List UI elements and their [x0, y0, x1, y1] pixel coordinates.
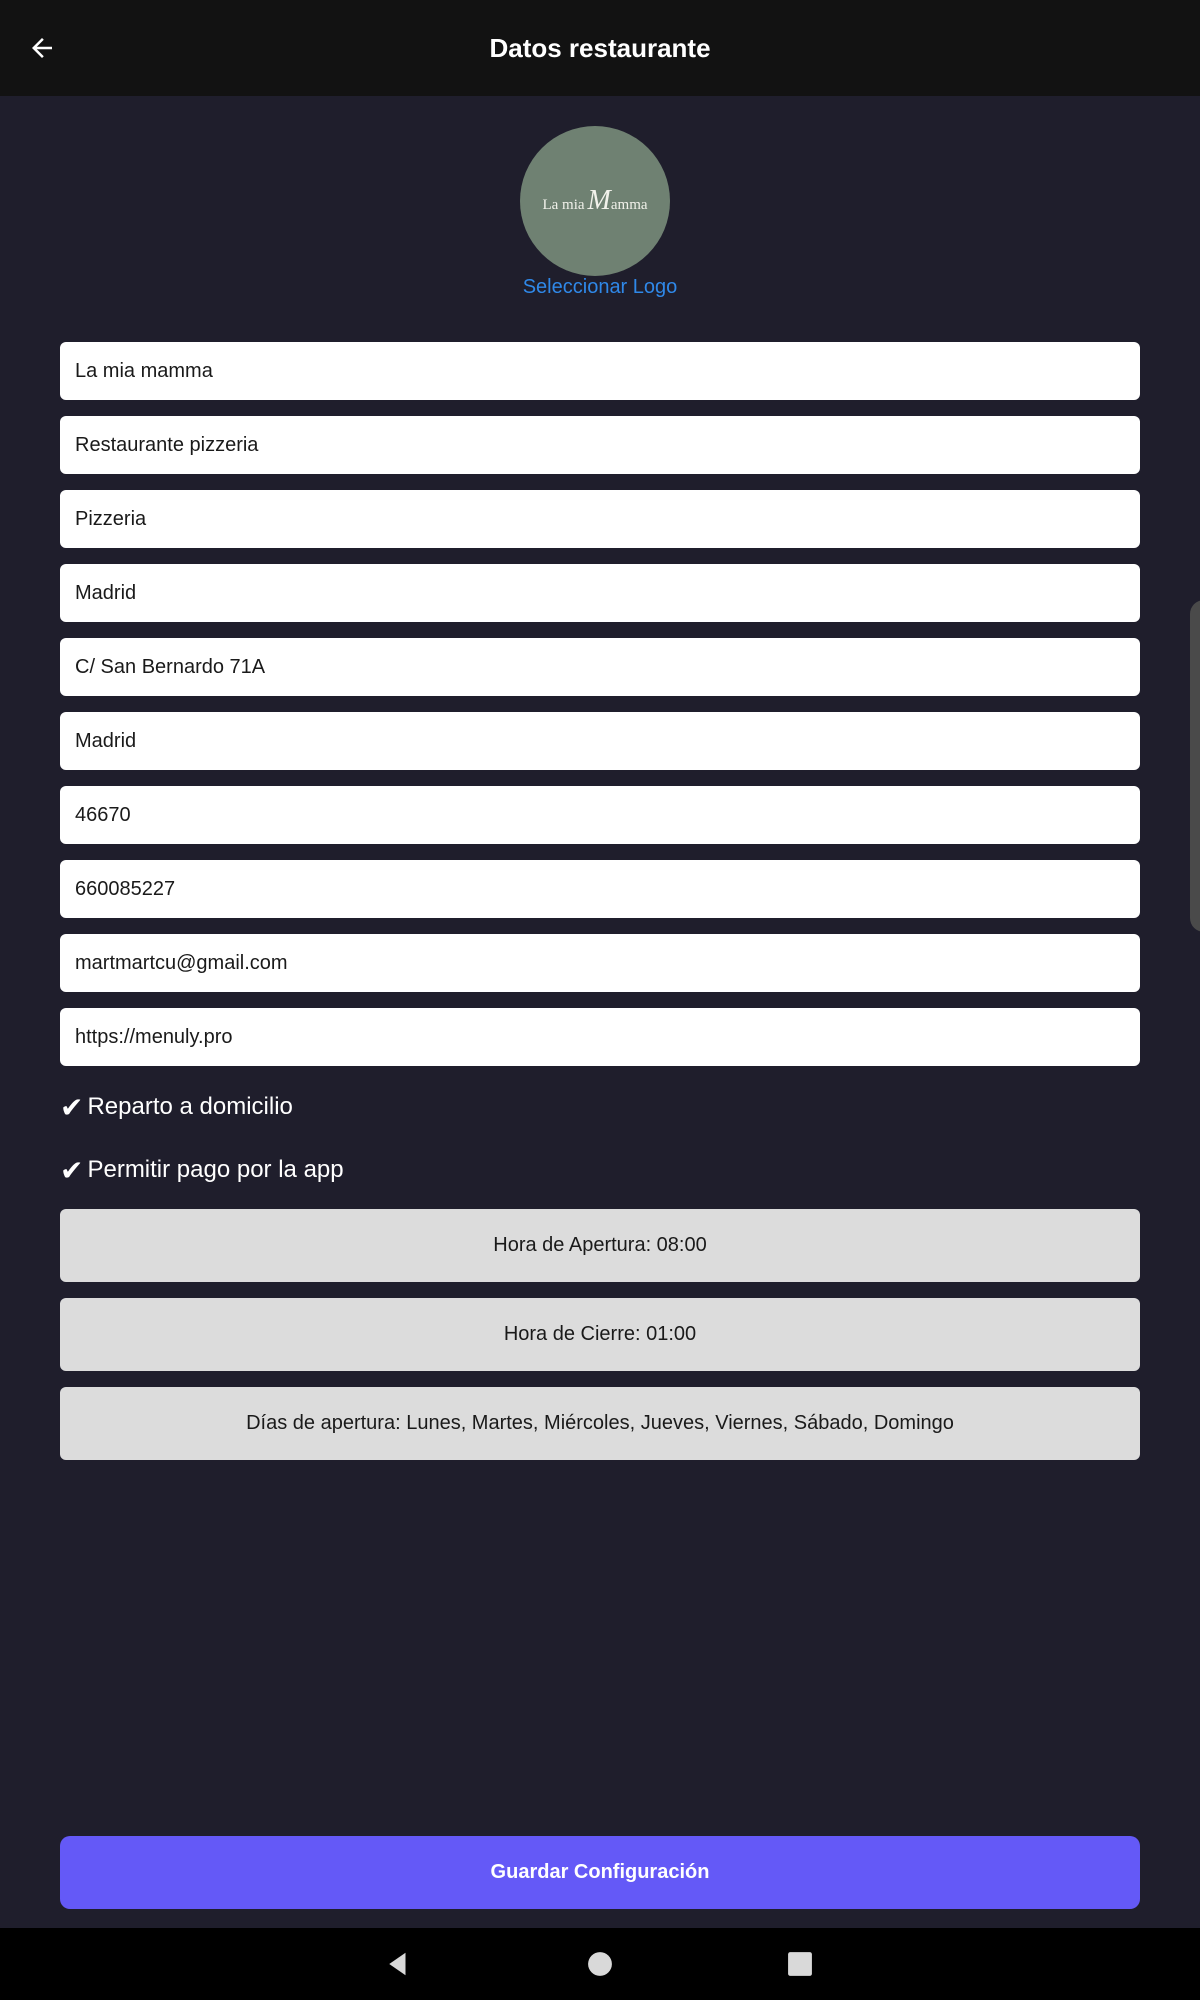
check-icon: ✔: [60, 1153, 84, 1187]
address-field[interactable]: C/ San Bernardo 71A: [60, 638, 1140, 696]
phone-field[interactable]: 660085227: [60, 860, 1140, 918]
scroll-handle[interactable]: [1190, 600, 1200, 932]
website-field[interactable]: https://menuly.pro: [60, 1008, 1140, 1066]
nav-recents-button[interactable]: [778, 1942, 822, 1986]
province-field[interactable]: Madrid: [60, 712, 1140, 770]
delivery-label: Reparto a domicilio: [87, 1093, 293, 1120]
app-payment-toggle[interactable]: [60, 1152, 344, 1188]
save-configuration-button[interactable]: Guardar Configuración: [60, 1836, 1140, 1909]
nav-recents-icon: [787, 1951, 813, 1977]
select-logo-link[interactable]: Seleccionar Logo: [522, 276, 678, 298]
app-bar: [0, 0, 1200, 96]
city-field[interactable]: Madrid: [60, 564, 1140, 622]
nav-home-icon: [587, 1951, 613, 1977]
email-field[interactable]: martmartcu@gmail.com: [60, 934, 1140, 992]
opening-time-button[interactable]: Hora de Apertura: 08:00: [60, 1209, 1140, 1282]
check-icon: ✔: [60, 1090, 84, 1124]
description-field[interactable]: Restaurante pizzeria: [60, 416, 1140, 474]
closing-time-button[interactable]: Hora de Cierre: 01:00: [60, 1298, 1140, 1371]
system-navigation-bar: [0, 1928, 1200, 2000]
restaurant-logo[interactable]: [520, 126, 670, 276]
page-title: Datos restaurante: [489, 33, 711, 63]
postal-code-field[interactable]: 46670: [60, 786, 1140, 844]
nav-back-icon: [383, 1949, 413, 1979]
category-field[interactable]: Pizzeria: [60, 490, 1140, 548]
logo-wordmark: La mia M amma: [542, 185, 648, 216]
app-payment-label: Permitir pago por la app: [87, 1156, 344, 1183]
nav-back-button[interactable]: [376, 1942, 420, 1986]
nav-home-button[interactable]: [578, 1942, 622, 1986]
delivery-toggle[interactable]: [60, 1089, 293, 1125]
opening-days-button[interactable]: Días de apertura: Lunes, Martes, Miércoles, Jueves, Viernes, Sábado, Domingo: [60, 1387, 1140, 1460]
restaurant-name-field[interactable]: La mia mamma: [60, 342, 1140, 400]
